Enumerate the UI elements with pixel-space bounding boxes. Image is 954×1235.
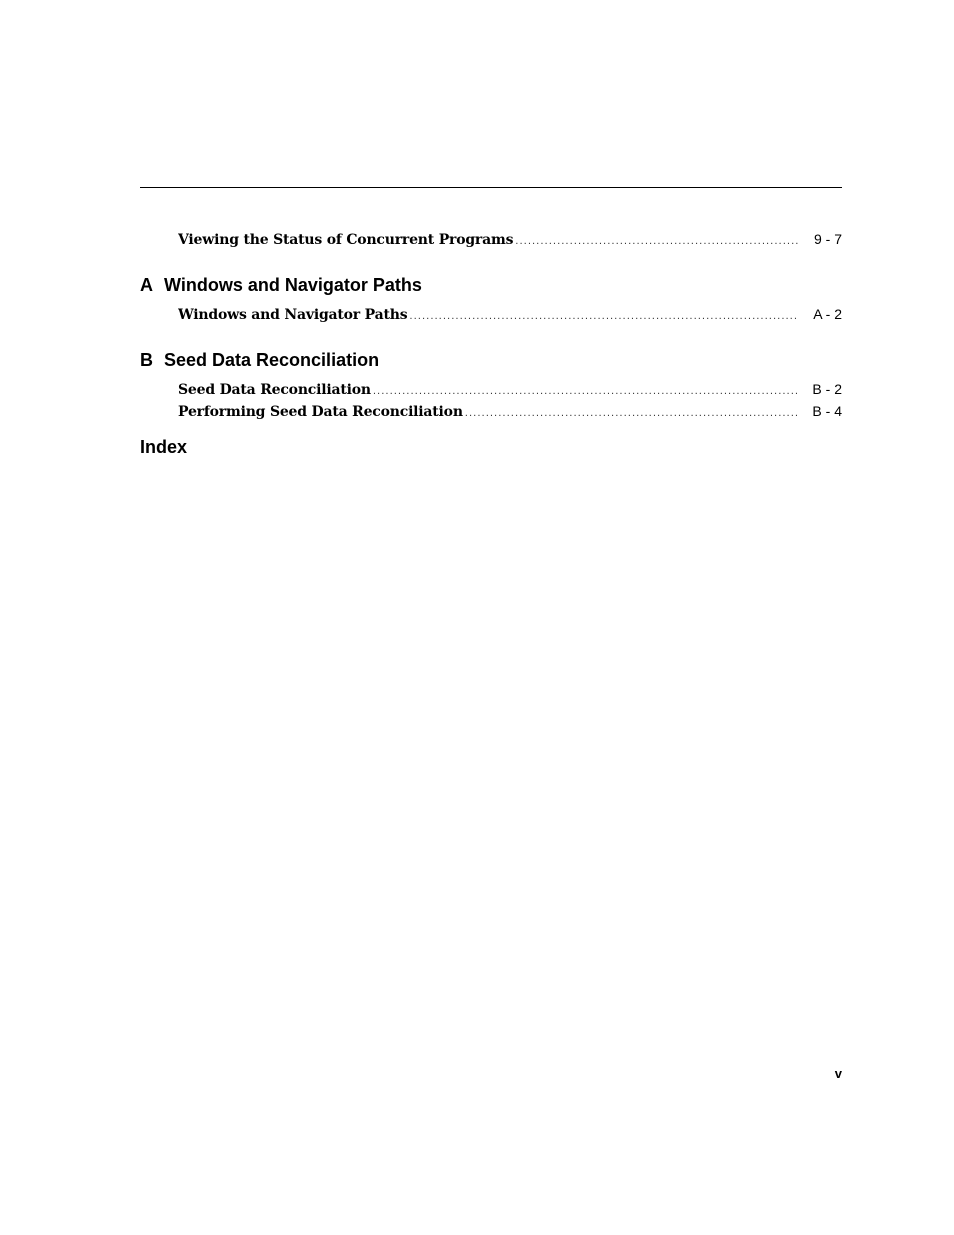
header-rule (140, 187, 842, 188)
toc-entry-title: Performing Seed Data Reconciliation (178, 404, 463, 420)
appendix-letter: A (140, 275, 153, 295)
index-heading[interactable] (140, 437, 187, 458)
appendix-a-heading[interactable] (140, 275, 422, 296)
dot-leader (515, 236, 800, 247)
appendix-letter: B (140, 350, 153, 370)
appendix-b-heading[interactable] (140, 350, 379, 371)
dot-leader (409, 311, 799, 322)
page-number: v (834, 1066, 842, 1081)
toc-entry-page: A - 2 (813, 306, 842, 322)
toc-entry-title: Viewing the Status of Concurrent Programs (178, 232, 514, 248)
toc-entry-windows-navigator[interactable] (178, 306, 842, 326)
toc-entry-title: Windows and Navigator Paths (178, 307, 408, 323)
toc-entry-seed-data-reconciliation[interactable] (178, 381, 842, 401)
toc-entry-title: Seed Data Reconciliation (178, 382, 371, 398)
toc-entry-performing-seed-data[interactable] (178, 403, 842, 423)
toc-entry-page: B - 4 (812, 403, 842, 419)
dot-leader (465, 408, 799, 419)
dot-leader (373, 386, 799, 397)
index-title: Index (140, 437, 188, 457)
toc-entry-page: B - 2 (812, 381, 842, 397)
toc-entry-page: 9 - 7 (813, 231, 842, 247)
appendix-title: Windows and Navigator Paths (164, 275, 422, 295)
appendix-title: Seed Data Reconciliation (164, 350, 380, 370)
toc-entry-viewing-status[interactable] (178, 231, 842, 251)
